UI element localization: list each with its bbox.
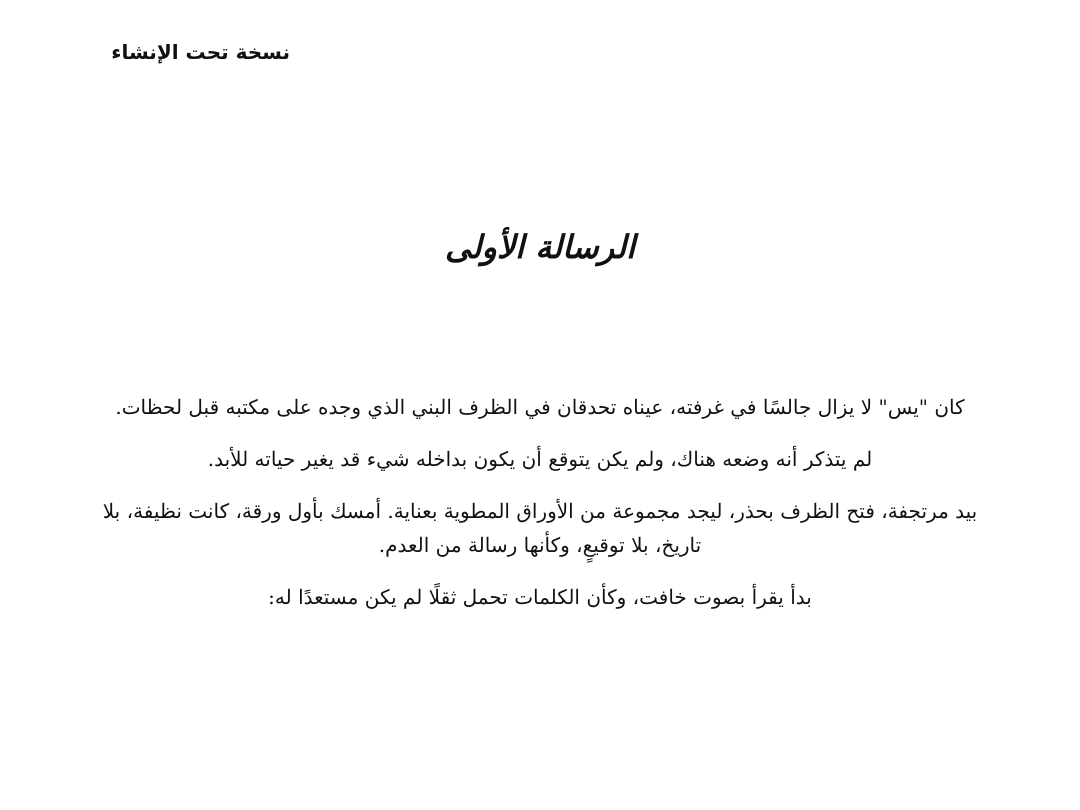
chapter-body: [100, 390, 980, 632]
paragraph: بيد مرتجفة، فتح الظرف بحذر، ليجد مجموعة من الأوراق المطوية بعناية. أمسك بأول ورقة، كانت نظيفة، بلا تاريخ، بلا توقيعٍ، وكأنها رسالة من العدم.: [102, 499, 978, 557]
paragraph: كان "يس" لا يزال جالسًا في غرفته، عيناه تحدقان في الظرف البني الذي وجده على مكتبه قبل لحظات.: [115, 395, 965, 419]
paragraph: بدأ يقرأ بصوت خافت، وكأن الكلمات تحمل ثقلًا لم يكن مستعدًا له:: [268, 585, 812, 609]
draft-status-label: نسخة تحت الإنشاء: [111, 40, 290, 64]
chapter-title: الرسالة الأولى: [445, 228, 635, 266]
paragraph: لم يتذكر أنه وضعه هناك، ولم يكن يتوقع أن يكون بداخله شيء قد يغير حياته للأبد.: [207, 447, 873, 471]
